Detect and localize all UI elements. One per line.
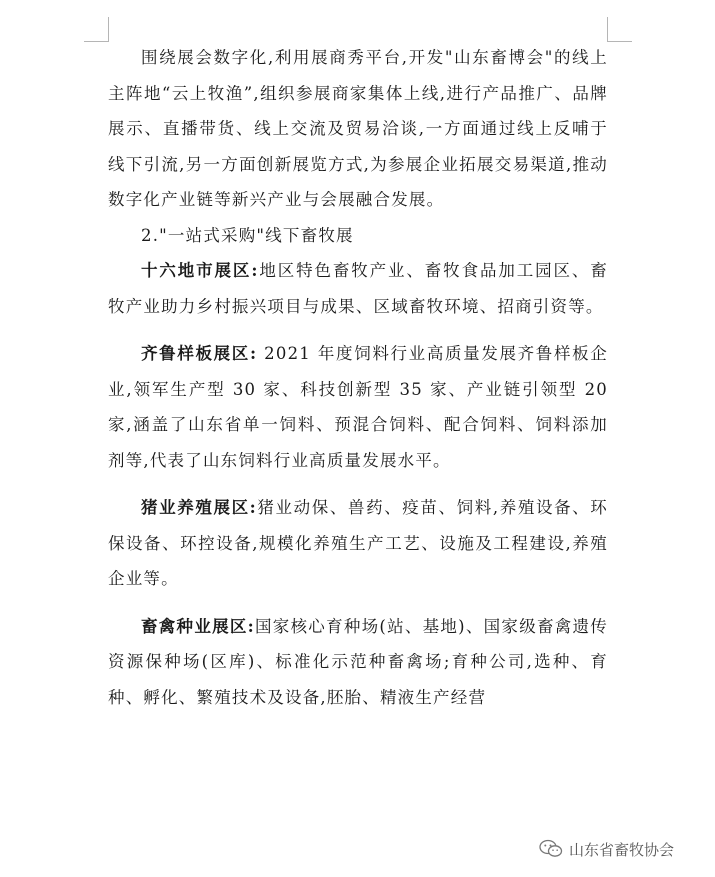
exhibit-description: 地区特色畜牧产业、畜牧食品加工园区、畜牧产业助力乡村振兴项目与成果、区域畜牧环境、招商引资等。 [108,261,608,316]
paragraph-text: 围绕展会数字化,利用展商秀平台,开发"山东畜博会"的线上主阵地“云上牧渔”,组织参展商家集体上线,进行产品推广、品牌展示、直播带货、线上交流及贸易洽谈,一方面通过线上反哺于线下引流,另一方面创新展览方式,为参展企业拓展交易渠道,推动数字化产业链等新兴产业与会展融合发展。 [108,48,608,209]
paragraph-exhibit-breeding [108,609,608,716]
exhibit-heading: 十六地市展区: [141,261,259,280]
exhibit-heading: 猪业养殖展区: [141,498,257,517]
document-body [108,40,608,715]
crop-mark-top-left [84,17,109,42]
exhibit-heading: 齐鲁样板展区: [141,344,258,363]
paragraph-exhibit-qilu [108,336,608,478]
watermark [539,836,674,862]
watermark-label: 山东省畜牧协会 [569,840,675,859]
exhibit-heading: 畜禽种业展区: [141,616,255,636]
paragraph-exhibit-pig [108,490,608,597]
wechat-icon [539,839,563,859]
section-heading-text: 2."一站式采购"线下畜牧展 [141,225,354,245]
paragraph-exhibit-city [108,253,608,324]
crop-mark-top-right [607,17,632,42]
exhibit-description: 国家核心育种场(站、基地)、国家级畜禽遗传资源保种场(区库)、标准化示范种畜禽场;育种公司,选种、育种、孵化、繁殖技术及设备,胚胎、精液生产经营 [108,616,608,707]
section-heading [108,218,608,254]
exhibit-description: 猪业动保、兽药、疫苗、饲料,养殖设备、环保设备、环控设备,规模化养殖生产工艺、设施及工程建设,养殖企业等。 [108,498,608,588]
paragraph-intro [108,40,608,218]
exhibit-description: 2021 年度饲料行业高质量发展齐鲁样板企业,领军生产型 30 家、科技创新型 35 家、产业链引领型 20 家,涵盖了山东省单一饲料、预混合饲料、配合饲料、饲料添加剂等,代表了山东饲料行业高质量发展水平。 [108,344,608,470]
